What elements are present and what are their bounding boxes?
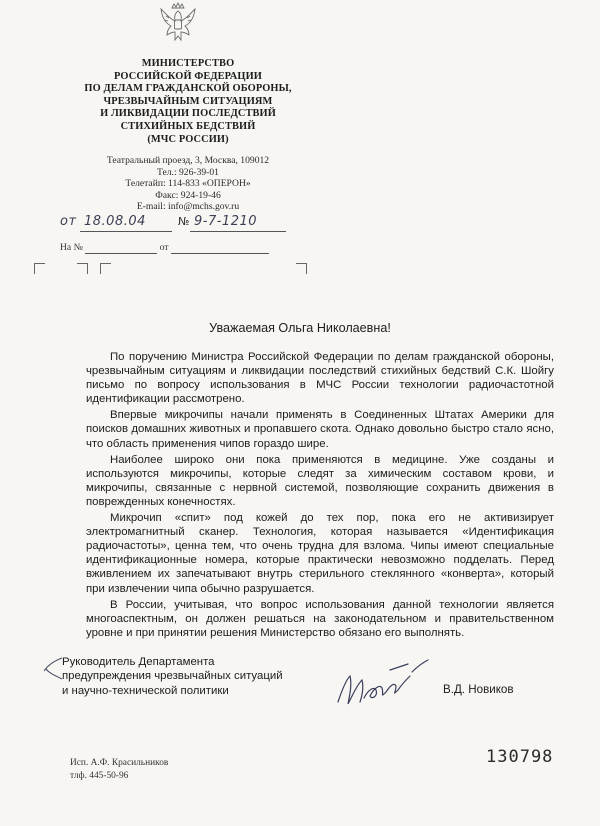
- handwritten-number: 9-7-1210: [194, 214, 258, 229]
- ot-label: от: [60, 214, 77, 229]
- address-corner-mark: [77, 263, 88, 274]
- number-underline: [190, 231, 286, 232]
- na-ot-label: от: [159, 242, 169, 253]
- ministry-name-line: ЧРЕЗВЫЧАЙНЫМ СИТУАЦИЯМ: [103, 95, 273, 107]
- handwritten-signature: [330, 650, 430, 710]
- letter-greeting: Уважаемая Ольга Николаевна!: [209, 321, 391, 335]
- no-label: №: [178, 215, 190, 228]
- na-date-blank: [171, 242, 269, 254]
- letter-paragraph: По поручению Министра Российской Федерации по делам гражданской обороны, чрезвычайным ситуациям и ликвидации последствий стихийных бедствий С.К. Шойгу письмо по вопросу использования в МЧС России технологии радиочастотной идентификации рассмотрено.: [86, 351, 554, 406]
- date-underline: [80, 231, 172, 232]
- address-corner-mark: [100, 263, 111, 274]
- ministry-name-line: (МЧС РОССИИ): [147, 133, 229, 145]
- executor-phone: тлф. 445-50-96: [70, 771, 129, 781]
- outgoing-registration: [60, 214, 288, 234]
- handwritten-date: 18.08.04: [84, 214, 146, 229]
- letter-body: [86, 350, 554, 642]
- ministry-name-line: МИНИСТЕРСТВО: [141, 58, 235, 69]
- address-corner-mark: [296, 263, 307, 274]
- na-label: На №: [60, 242, 83, 253]
- reply-reference: [60, 242, 300, 254]
- teletype-line: Телетайп: 114-833 «ОПЕРОН»: [125, 178, 251, 190]
- signatory-title-line: и научно-технической политики: [62, 684, 229, 697]
- contact-info: [60, 155, 316, 213]
- address-corner-mark: [34, 263, 45, 274]
- email-line: E-mail: info@mchs.gov.ru: [136, 201, 240, 213]
- na-number-blank: [85, 242, 157, 254]
- ministry-name-line: ПО ДЕЛАМ ГРАЖДАНСКОЙ ОБОРОНЫ,: [84, 83, 292, 95]
- signatory-title-line: предупреждения чрезвычайных ситуаций: [62, 670, 283, 683]
- coat-of-arms-emblem: [158, 2, 198, 46]
- letter-paragraph: Микрочип «спит» под кожей до тех пор, пока его не активизирует электромагнитный сканер. Технология, которая называется «Идентификация радиочастоты», ценна тем, что очень трудна для взлома. Чипы имеют специальные идентификационные номера, которые практически невозможно подделать. Перед вживлением их запечатывают внутрь стерильного стеклянного «конверта», который при извлечении чипа обычно разрушается.: [86, 512, 554, 595]
- ministry-name-line: И ЛИКВИДАЦИИ ПОСЛЕДСТВИЙ: [100, 108, 276, 120]
- ministry-name: [60, 58, 316, 146]
- address-line: Театральный проезд, 3, Москва, 109012: [106, 155, 270, 166]
- letter-paragraph: Наиболее широко они пока применяются в медицине. Уже созданы и используются микрочипы, которые следят за химическим составом крови, и микрочипы, связанные с нервной системой, позволяющие сохранить движения в поврежденных конечностях.: [86, 453, 554, 508]
- executor-info: [70, 757, 168, 783]
- ministry-name-line: РОССИЙСКОЙ ФЕДЕРАЦИИ: [114, 70, 262, 82]
- signatory-title: [62, 655, 362, 698]
- signatory-title-line: Руководитель Департамента: [62, 656, 215, 668]
- signatory-name: В.Д. Новиков: [443, 683, 514, 696]
- phone-line: Тел.: 926-39-01: [157, 166, 219, 178]
- document-number: 130798: [486, 747, 554, 767]
- letter-paragraph: В России, учитывая, что вопрос использования данной технологии является многоаспектным, он должен решаться на законодательном и правительственном уровне и при принятии решения Министерство обязано его выполнять.: [86, 598, 554, 639]
- letter-paragraph: Впервые микрочипы начали применять в Соединенных Штатах Америки для поисков домашних животных и пропавшего скота. Однако довольно быстро стало ясно, что область применения чипов гораздо шире.: [86, 409, 554, 450]
- executor-name: Исп. А.Ф. Красильников: [70, 758, 169, 768]
- fax-line: Факс: 924-19-46: [155, 189, 221, 201]
- ministry-name-line: СТИХИЙНЫХ БЕДСТВИЙ: [120, 120, 256, 132]
